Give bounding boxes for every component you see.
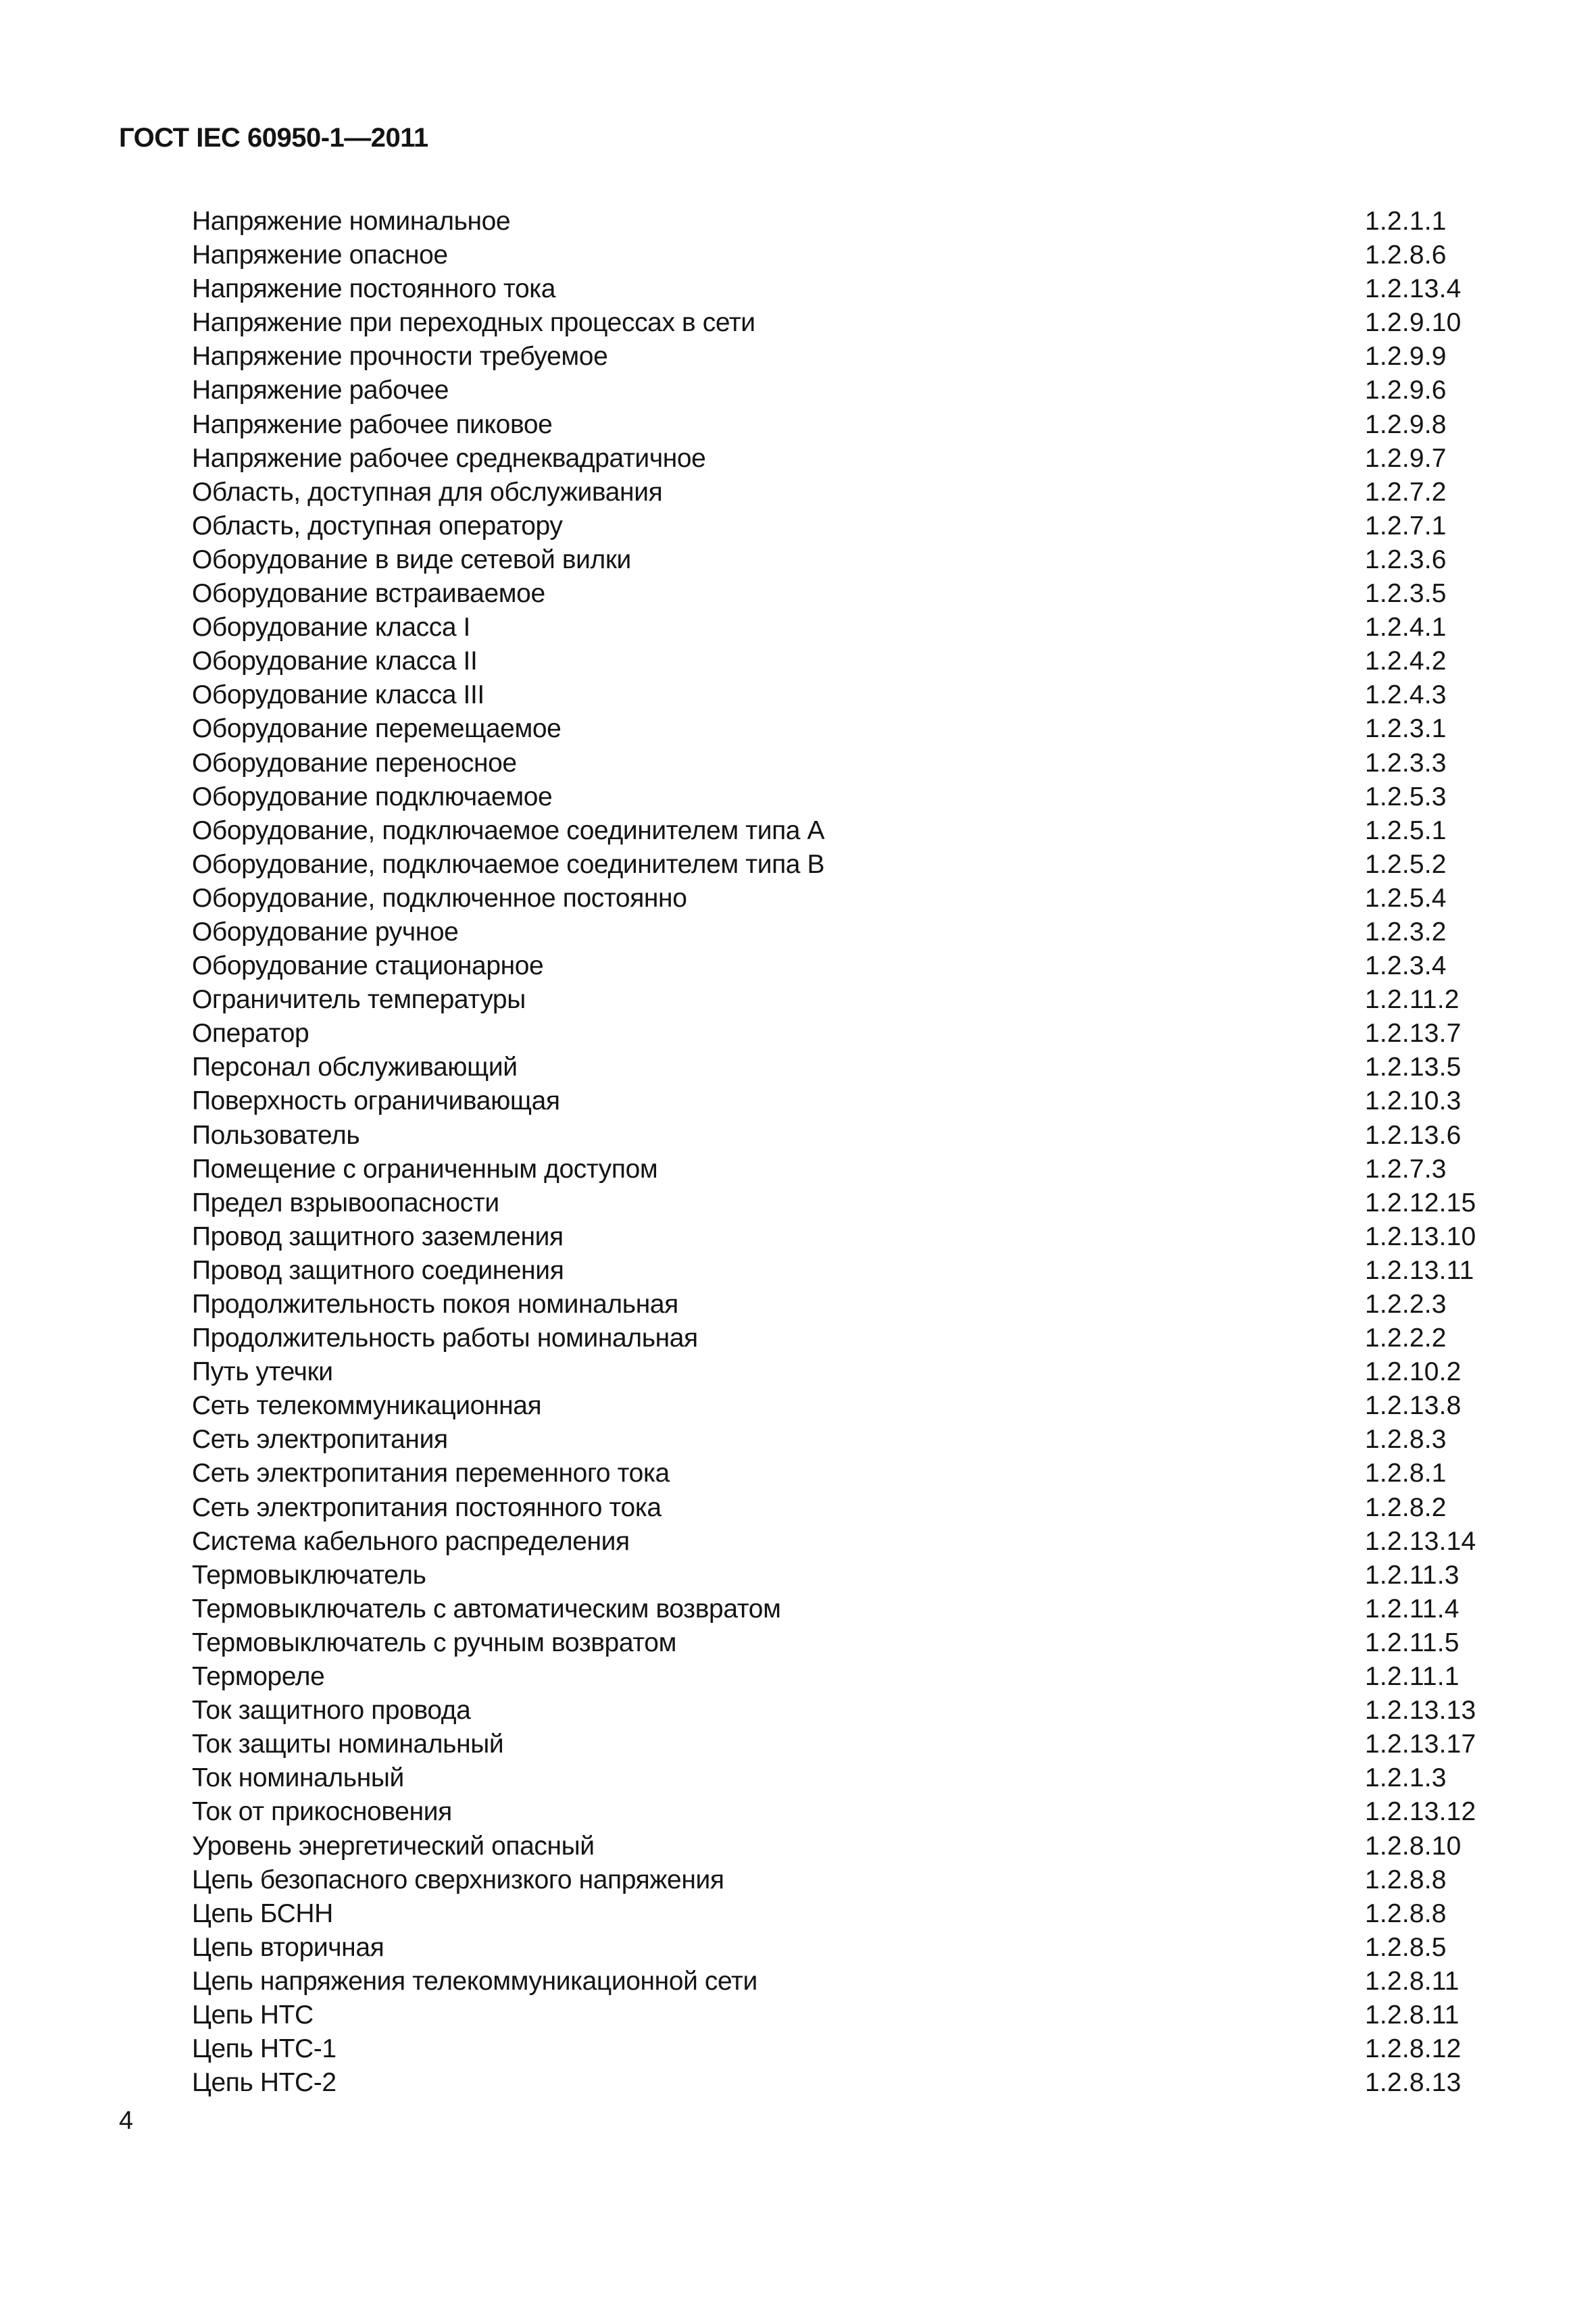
term-reference: 1.2.13.13 <box>1365 1696 1476 1726</box>
term-reference: 1.2.8.1 <box>1365 1459 1447 1488</box>
term-name: Термореле <box>192 1662 325 1692</box>
term-row <box>192 1795 1516 1829</box>
term-name: Сеть электропитания <box>192 1425 448 1455</box>
term-name: Цепь безопасного сверхнизкого напряжения <box>192 1865 724 1894</box>
term-name: Уровень энергетический опасный <box>192 1831 595 1861</box>
term-row <box>192 1119 1516 1153</box>
term-name: Напряжение рабочее <box>192 376 449 405</box>
term-name: Провод защитного соединения <box>192 1255 564 1285</box>
term-reference: 1.2.8.3 <box>1365 1425 1447 1455</box>
term-row <box>192 1728 1516 1761</box>
term-reference: 1.2.7.2 <box>1365 477 1447 507</box>
term-name: Ограничитель температуры <box>192 985 526 1015</box>
term-reference: 1.2.9.7 <box>1365 443 1447 473</box>
term-reference: 1.2.5.1 <box>1365 815 1447 845</box>
term-reference: 1.2.8.8 <box>1365 1898 1447 1928</box>
term-reference: 1.2.3.1 <box>1365 714 1447 744</box>
term-name: Ток защитного провода <box>192 1696 471 1726</box>
term-row <box>192 747 1516 780</box>
term-name: Ток от прикосновения <box>192 1797 452 1827</box>
term-name: Система кабельного распределения <box>192 1526 630 1556</box>
term-row <box>192 1626 1516 1660</box>
term-name: Термовыключатель с ручным возвратом <box>192 1628 677 1657</box>
term-row <box>192 678 1516 712</box>
term-name: Цепь НТС <box>192 2000 314 2030</box>
term-reference: 1.2.13.11 <box>1365 1255 1474 1285</box>
term-name: Оборудование класса II <box>192 647 478 676</box>
term-row <box>192 272 1516 306</box>
term-reference: 1.2.13.8 <box>1365 1391 1462 1421</box>
term-name: Оборудование встраиваемое <box>192 579 545 609</box>
term-name: Оборудование класса I <box>192 613 470 643</box>
term-name: Напряжение опасное <box>192 241 448 270</box>
term-reference: 1.2.2.3 <box>1365 1290 1447 1319</box>
term-reference: 1.2.4.1 <box>1365 613 1447 643</box>
term-name: Напряжение рабочее среднеквадратичное <box>192 443 706 473</box>
term-row <box>192 1220 1516 1254</box>
term-row <box>192 949 1516 983</box>
term-row <box>192 1965 1516 1998</box>
term-row <box>192 780 1516 814</box>
term-reference: 1.2.4.3 <box>1365 680 1447 710</box>
term-row <box>192 1931 1516 1965</box>
term-row <box>192 1660 1516 1694</box>
term-row <box>192 1559 1516 1592</box>
term-reference: 1.2.11.5 <box>1365 1628 1460 1657</box>
term-reference: 1.2.13.10 <box>1365 1222 1476 1251</box>
term-name: Напряжение рабочее пиковое <box>192 409 553 439</box>
term-row <box>192 1761 1516 1795</box>
term-row <box>192 1830 1516 1863</box>
term-name: Напряжение при переходных процессах в сети <box>192 308 755 338</box>
term-reference: 1.2.13.12 <box>1365 1797 1476 1827</box>
term-reference: 1.2.13.17 <box>1365 1730 1476 1759</box>
term-name: Область, доступная оператору <box>192 511 563 540</box>
term-row <box>192 848 1516 882</box>
document-header: ГОСТ IEC 60950-1—2011 <box>119 123 428 153</box>
term-reference: 1.2.8.6 <box>1365 241 1447 270</box>
term-name: Цепь БСНН <box>192 1898 333 1928</box>
term-reference: 1.2.9.9 <box>1365 342 1447 372</box>
term-reference: 1.2.3.2 <box>1365 917 1447 947</box>
term-reference: 1.2.11.1 <box>1365 1662 1460 1692</box>
term-row <box>192 1863 1516 1897</box>
term-reference: 1.2.3.3 <box>1365 748 1447 778</box>
term-row <box>192 1254 1516 1288</box>
term-row <box>192 1491 1516 1525</box>
term-name: Продолжительность покоя номинальная <box>192 1290 678 1319</box>
term-name: Оборудование переносное <box>192 748 517 778</box>
term-name: Напряжение постоянного тока <box>192 274 556 304</box>
term-name: Ток номинальный <box>192 1763 404 1793</box>
term-reference: 1.2.8.12 <box>1365 2034 1462 2064</box>
term-row <box>192 205 1516 238</box>
term-reference: 1.2.8.11 <box>1365 2000 1460 2030</box>
term-name: Провод защитного заземления <box>192 1222 564 1251</box>
term-reference: 1.2.8.10 <box>1365 1831 1462 1861</box>
term-row <box>192 577 1516 611</box>
term-reference: 1.2.7.3 <box>1365 1154 1447 1184</box>
term-row <box>192 1897 1516 1931</box>
term-name: Сеть электропитания постоянного тока <box>192 1492 662 1522</box>
term-reference: 1.2.11.4 <box>1365 1594 1460 1624</box>
term-row <box>192 306 1516 340</box>
term-name: Пользователь <box>192 1120 360 1150</box>
term-row <box>192 1186 1516 1220</box>
term-row <box>192 1457 1516 1490</box>
term-row <box>192 1051 1516 1084</box>
term-row <box>192 1423 1516 1457</box>
term-reference: 1.2.13.5 <box>1365 1053 1462 1082</box>
term-name: Термовыключатель с автоматическим возвратом <box>192 1594 781 1624</box>
term-row <box>192 1694 1516 1728</box>
term-name: Оборудование перемещаемое <box>192 714 562 744</box>
term-reference: 1.2.5.2 <box>1365 849 1447 879</box>
term-reference: 1.2.4.2 <box>1365 647 1447 676</box>
term-row <box>192 543 1516 577</box>
term-reference: 1.2.3.6 <box>1365 545 1447 574</box>
term-row <box>192 340 1516 374</box>
term-name: Помещение с ограниченным доступом <box>192 1154 658 1184</box>
term-row <box>192 1288 1516 1322</box>
term-reference: 1.2.11.3 <box>1365 1560 1460 1590</box>
term-reference: 1.2.1.3 <box>1365 1763 1447 1793</box>
term-name: Оборудование ручное <box>192 917 459 947</box>
term-reference: 1.2.10.3 <box>1365 1086 1462 1116</box>
term-row <box>192 645 1516 678</box>
term-row <box>192 915 1516 949</box>
term-row <box>192 611 1516 645</box>
term-reference: 1.2.13.6 <box>1365 1120 1462 1150</box>
term-row <box>192 408 1516 442</box>
term-reference: 1.2.3.5 <box>1365 579 1447 609</box>
term-name: Цепь напряжения телекоммуникационной сети <box>192 1966 757 1996</box>
term-name: Оператор <box>192 1019 309 1049</box>
term-reference: 1.2.13.7 <box>1365 1019 1462 1049</box>
term-reference: 1.2.9.10 <box>1365 308 1462 338</box>
term-row <box>192 882 1516 915</box>
term-reference: 1.2.5.4 <box>1365 883 1447 913</box>
term-row <box>192 2066 1516 2100</box>
term-reference: 1.2.10.2 <box>1365 1357 1462 1387</box>
term-reference: 1.2.5.3 <box>1365 782 1447 811</box>
term-reference: 1.2.12.15 <box>1365 1188 1476 1217</box>
term-name: Сеть телекоммуникационная <box>192 1391 542 1421</box>
term-row <box>192 1998 1516 2032</box>
term-name: Оборудование класса III <box>192 680 484 710</box>
term-reference: 1.2.9.8 <box>1365 409 1447 439</box>
term-row <box>192 1389 1516 1423</box>
term-reference: 1.2.8.5 <box>1365 1932 1447 1962</box>
term-row <box>192 1017 1516 1051</box>
term-name: Ток защиты номинальный <box>192 1730 504 1759</box>
term-row <box>192 814 1516 848</box>
term-name: Оборудование подключаемое <box>192 782 553 811</box>
term-name: Цепь НТС-1 <box>192 2034 336 2064</box>
term-reference: 1.2.8.13 <box>1365 2068 1462 2098</box>
term-name: Сеть электропитания переменного тока <box>192 1459 670 1488</box>
term-row <box>192 1525 1516 1559</box>
term-name: Термовыключатель <box>192 1560 426 1590</box>
term-row <box>192 2032 1516 2066</box>
term-reference: 1.2.1.1 <box>1365 207 1447 236</box>
term-name: Оборудование, подключаемое соединителем типа А <box>192 815 825 845</box>
term-reference: 1.2.3.4 <box>1365 951 1447 981</box>
term-row <box>192 1084 1516 1118</box>
term-name: Оборудование стационарное <box>192 951 544 981</box>
term-name: Напряжение прочности требуемое <box>192 342 608 372</box>
term-name: Персонал обслуживающий <box>192 1053 518 1082</box>
term-name: Область, доступная для обслуживания <box>192 477 663 507</box>
term-name: Предел взрывоопасности <box>192 1188 499 1217</box>
term-name: Поверхность ограничивающая <box>192 1086 560 1116</box>
term-name: Цепь НТС-2 <box>192 2068 336 2098</box>
term-row <box>192 238 1516 272</box>
term-reference: 1.2.13.4 <box>1365 274 1462 304</box>
term-reference: 1.2.13.14 <box>1365 1526 1476 1556</box>
term-row <box>192 476 1516 509</box>
term-row <box>192 1153 1516 1186</box>
term-name: Цепь вторичная <box>192 1932 384 1962</box>
term-row <box>192 983 1516 1017</box>
term-row <box>192 1322 1516 1355</box>
term-index-list <box>192 205 1516 2100</box>
term-reference: 1.2.9.6 <box>1365 376 1447 405</box>
term-reference: 1.2.11.2 <box>1365 985 1460 1015</box>
term-name: Оборудование в виде сетевой вилки <box>192 545 631 574</box>
term-row <box>192 1355 1516 1389</box>
term-reference: 1.2.2.2 <box>1365 1324 1447 1353</box>
term-reference: 1.2.8.2 <box>1365 1492 1447 1522</box>
term-name: Оборудование, подключенное постоянно <box>192 883 687 913</box>
term-row <box>192 442 1516 476</box>
term-row <box>192 1592 1516 1626</box>
term-row <box>192 374 1516 407</box>
page-number: 4 <box>119 2107 134 2135</box>
term-name: Продолжительность работы номинальная <box>192 1324 698 1353</box>
term-name: Напряжение номинальное <box>192 207 511 236</box>
term-name: Оборудование, подключаемое соединителем типа В <box>192 849 825 879</box>
term-reference: 1.2.8.8 <box>1365 1865 1447 1894</box>
term-reference: 1.2.8.11 <box>1365 1966 1460 1996</box>
term-name: Путь утечки <box>192 1357 333 1387</box>
term-row <box>192 712 1516 746</box>
term-reference: 1.2.7.1 <box>1365 511 1447 540</box>
term-row <box>192 509 1516 543</box>
